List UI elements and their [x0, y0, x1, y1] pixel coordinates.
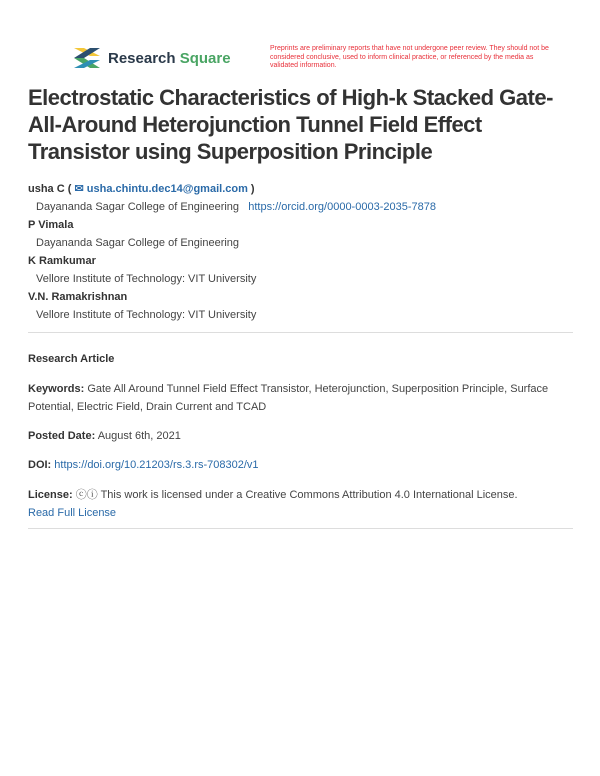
author-affiliation: Vellore Institute of Technology: VIT University — [36, 273, 257, 285]
author-name: V.N. Ramakrishnan — [28, 291, 128, 303]
author-name: K Ramkumar — [28, 255, 96, 267]
doi: DOI: https://doi.org/10.21203/rs.3.rs-708302/v1 — [28, 459, 259, 471]
article-type: Research Article — [28, 353, 115, 365]
author-affiliation: Vellore Institute of Technology: VIT University — [36, 309, 257, 321]
orcid-link[interactable]: https://orcid.org/0000-0003-2035-7878 — [248, 201, 436, 213]
preprint-disclaimer: Preprints are preliminary reports that have not undergone peer review. They should not be considered conclusive, used to inform clinical practice, or referenced by the media as validated information. — [270, 45, 549, 69]
author-name: P Vimala — [28, 219, 74, 231]
research-square-logo[interactable] — [74, 48, 231, 68]
author-name: usha C — [28, 183, 65, 195]
divider — [28, 332, 573, 333]
attribution-icon: ⓘ — [86, 489, 98, 501]
paper-title: Electrostatic Characteristics of High-k Stacked Gate-All-Around Heterojunction Tunnel Field Effect Transistor using Superposition Principle — [28, 85, 553, 164]
author-affiliation: Dayananda Sagar College of Engineering https://orcid.org/0000-0003-2035-7878 — [36, 201, 436, 213]
doi-link[interactable]: https://doi.org/10.21203/rs.3.rs-708302/v1 — [54, 459, 259, 471]
envelope-icon: ✉ — [74, 183, 84, 195]
author-list — [28, 180, 436, 324]
author: usha C ( ✉ usha.chintu.dec14@gmail.com ) — [28, 183, 255, 195]
logo-text: Research Square — [108, 49, 231, 67]
creative-commons-icon: ⓒ — [75, 489, 87, 501]
research-square-logo-icon — [74, 48, 100, 68]
read-full-license-link[interactable]: Read Full License — [28, 507, 117, 519]
divider — [28, 528, 573, 529]
author-email-link[interactable]: ✉ usha.chintu.dec14@gmail.com — [74, 183, 248, 195]
author-affiliation: Dayananda Sagar College of Engineering — [36, 237, 240, 249]
license: License: ⓒⓘ This work is licensed under a Creative Commons Attribution 4.0 International License. Read Full License — [28, 489, 518, 519]
posted-date: Posted Date: August 6th, 2021 — [28, 430, 181, 442]
keywords: Keywords: Gate All Around Tunnel Field Effect Transistor, Heterojunction, Superposition Principle, Surface Potential, Electric Field, Drain Current and TCAD — [28, 383, 549, 413]
